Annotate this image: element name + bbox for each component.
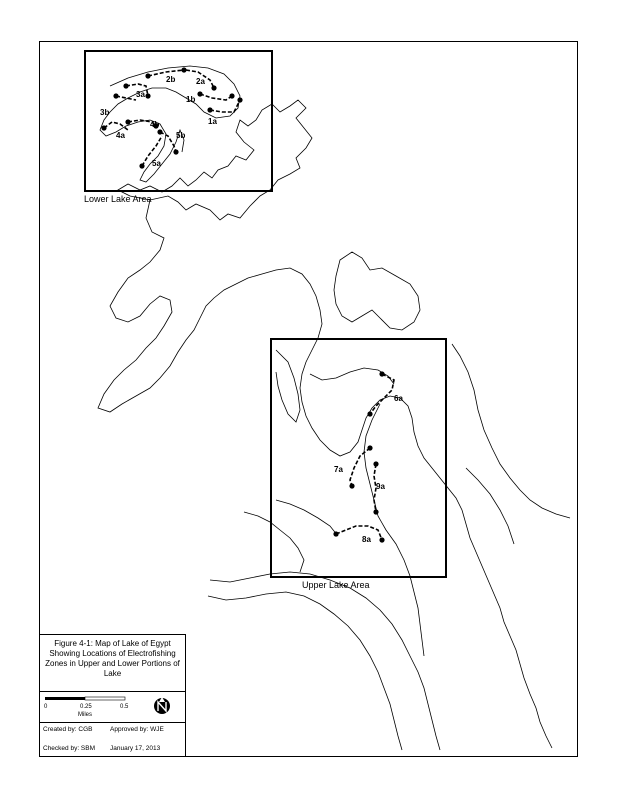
legend-box [39, 634, 186, 757]
endpoint [367, 445, 372, 450]
lake-west-branch [244, 500, 338, 572]
scale-bar-area [40, 691, 185, 723]
endpoint [373, 509, 378, 514]
endpoint [367, 411, 372, 416]
scale-tick-0: 0 [44, 704, 48, 710]
lake-east-channel [364, 404, 424, 656]
endpoint [145, 73, 150, 78]
figure-title: Figure 4-1: Map of Lake of Egypt Showing Locations of Electrofishing Zones in Upper and Lower Portions of Lake [45, 639, 180, 678]
upper-lake-area-label: Upper Lake Area [302, 580, 370, 590]
zone-label-4b: 4b [150, 120, 160, 129]
zone-tracks [104, 70, 394, 540]
zone-track-7a [350, 448, 370, 486]
endpoint [123, 83, 128, 88]
zone-label-5a: 5a [152, 159, 161, 168]
north-arrow-icon [154, 697, 170, 714]
approved-by: Approved by: WJE [110, 726, 164, 733]
zone-label-5b: 5b [176, 131, 186, 140]
lower-lake-inset-box [85, 51, 272, 191]
endpoint [229, 93, 234, 98]
zone-track-6a [370, 374, 394, 414]
scale-tick-05: 0.5 [120, 704, 129, 710]
endpoint [173, 149, 178, 154]
endpoint [145, 93, 150, 98]
endpoint [349, 483, 354, 488]
scale-bar-segment [45, 697, 85, 700]
zone-label-1a: 1a [208, 117, 217, 126]
zone-label-2a: 2a [196, 77, 205, 86]
endpoint [379, 537, 384, 542]
lower-lake-area-label: Lower Lake Area [84, 194, 152, 204]
endpoint [207, 107, 212, 112]
endpoint [373, 461, 378, 466]
zone-label-3a: 3a [136, 90, 145, 99]
endpoint [139, 163, 144, 168]
zone-track-1a [210, 100, 240, 112]
lake-east-branch [452, 344, 570, 544]
scale-unit: Miles [78, 712, 93, 718]
endpoint [101, 125, 106, 130]
lake-south-arm [210, 572, 440, 750]
zone-track-1b [200, 94, 232, 100]
zone-label-1b: 1b [186, 95, 196, 104]
zone-track-8a [336, 526, 382, 540]
endpoint [157, 129, 162, 134]
endpoint [237, 97, 242, 102]
endpoint [379, 371, 384, 376]
zone-label-4a: 4a [116, 131, 125, 140]
lake-south-arm-2 [208, 592, 402, 750]
date: January 17, 2013 [110, 745, 161, 752]
zone-label-7a: 7a [334, 465, 343, 474]
zone-label-2b: 2b [166, 75, 176, 84]
scale-bar [40, 692, 185, 722]
zone-label-3b: 3b [100, 108, 110, 117]
scale-bar-segment [85, 697, 125, 700]
endpoint [197, 91, 202, 96]
created-by: Created by: CGB [43, 726, 93, 733]
endpoint [211, 85, 216, 90]
scale-tick-025: 0.25 [80, 704, 92, 710]
endpoint [113, 93, 118, 98]
endpoint [333, 531, 338, 536]
zone-label-8a: 8a [362, 535, 371, 544]
checked-by: Checked by: SBM [43, 745, 96, 752]
zone-label-9a: 9a [376, 482, 385, 491]
zone-label-6a: 6a [394, 394, 403, 403]
zone-track-4a [104, 122, 128, 130]
lake-north-coves [334, 252, 420, 330]
endpoint [125, 119, 130, 124]
endpoint [181, 67, 186, 72]
